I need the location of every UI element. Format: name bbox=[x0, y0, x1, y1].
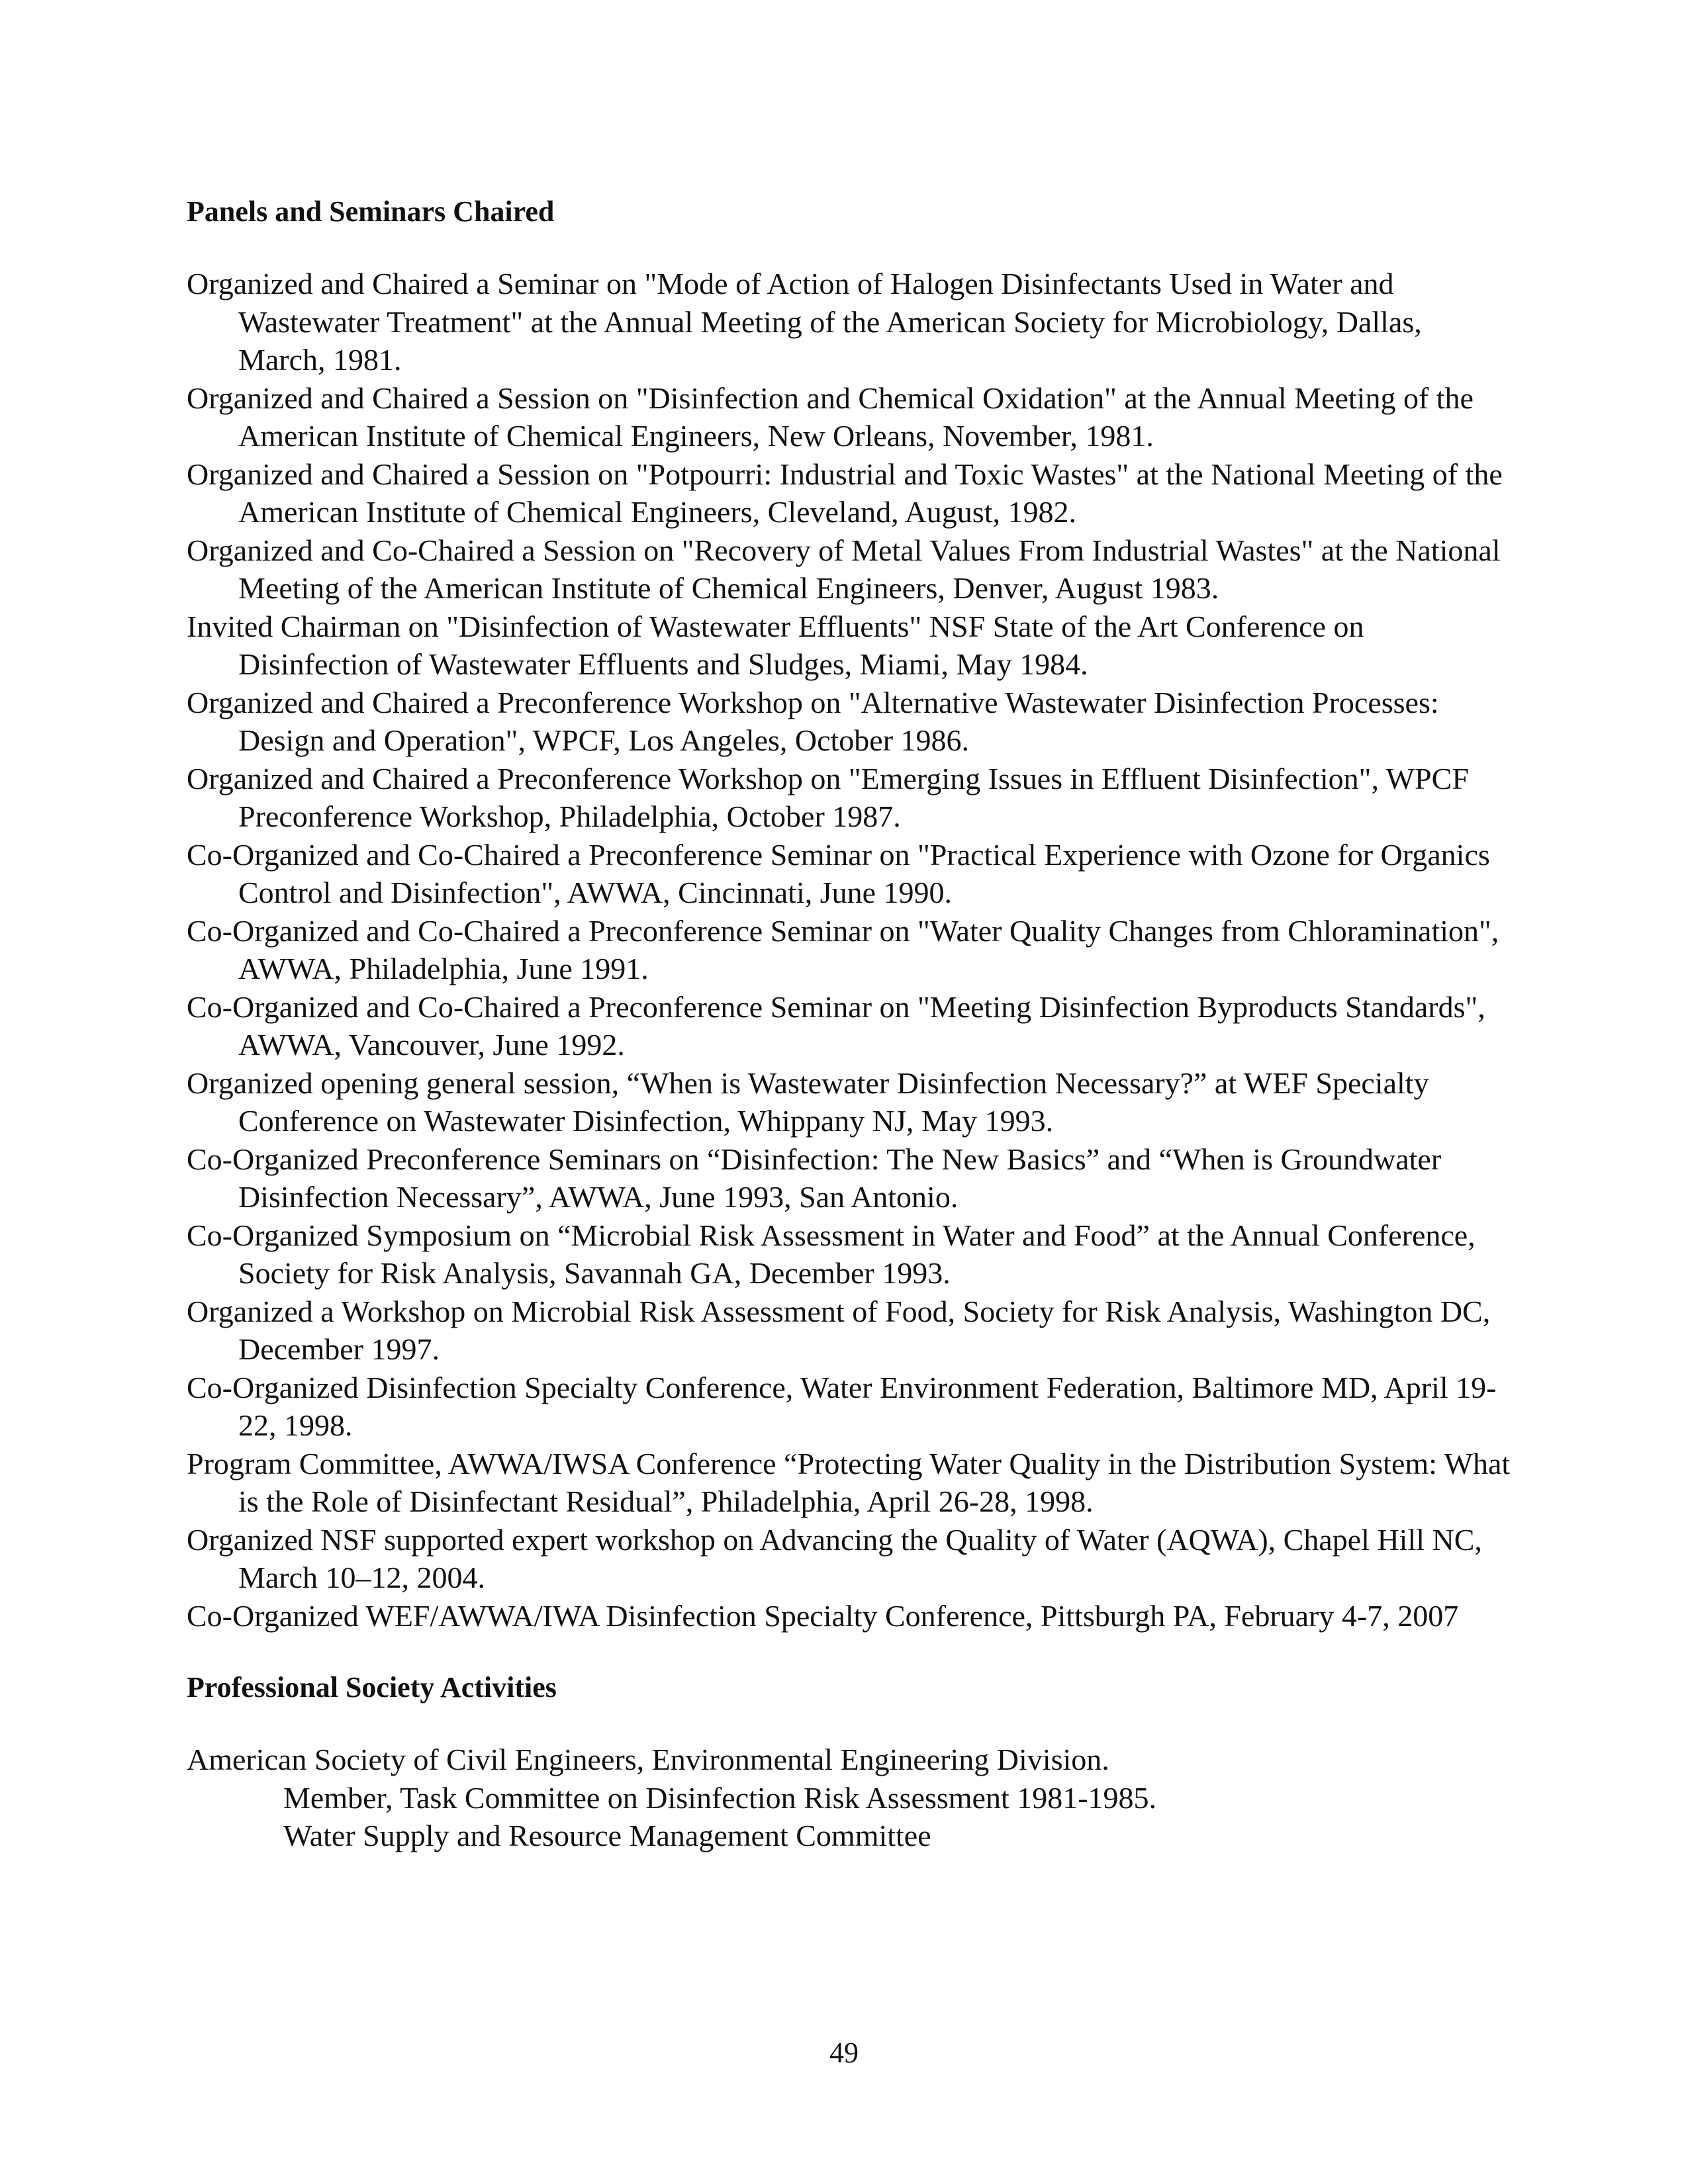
panel-entry: Co-Organized Preconference Seminars on “Disinfection: The New Basics” and “When is Groundwater Disinfection Necessary”, AWWA, June 1993, San Antonio. bbox=[187, 1142, 1442, 1214]
panel-entry: Organized and Chaired a Seminar on "Mode of Action of Halogen Disinfectants Used in Water and Wastewater Treatment" at the Annual Meeting of the American Society for Microbiology, Dallas, March, 1981. bbox=[187, 267, 1422, 377]
society-name: American Society of Civil Engineers, Environmental Engineering Division. bbox=[187, 1743, 1109, 1776]
society-block bbox=[187, 1741, 1511, 1855]
society-sub-item: Member, Task Committee on Disinfection Risk Assessment 1981-1985. bbox=[283, 1780, 1157, 1815]
panel-entry: Organized opening general session, “When is Wastewater Disinfection Necessary?” at WEF Specialty Conference on Wastewater Disinfection, Whippany NJ, May 1993. bbox=[187, 1066, 1429, 1138]
panel-entry: Co-Organized and Co-Chaired a Preconference Seminar on "Meeting Disinfection Byproducts Standards", AWWA, Vancouver, June 1992. bbox=[187, 989, 1485, 1062]
panel-entry: Organized and Chaired a Preconference Workshop on "Alternative Wastewater Disinfection Processes: Design and Operation", WPCF, Los Angeles, October 1986. bbox=[187, 685, 1439, 757]
panel-entry: Organized and Chaired a Session on "Potpourri: Industrial and Toxic Wastes" at the National Meeting of the American Institute of Chemical Engineers, Cleveland, August, 1982. bbox=[187, 457, 1503, 529]
panel-entry: Organized a Workshop on Microbial Risk Assessment of Food, Society for Risk Analysis, Washington DC, December 1997. bbox=[187, 1294, 1491, 1366]
panel-entry: Co-Organized and Co-Chaired a Preconference Seminar on "Water Quality Changes from Chloramination", AWWA, Philadelphia, June 1991. bbox=[187, 913, 1499, 985]
panels-list bbox=[187, 265, 1511, 1635]
society-sub-item: Water Supply and Resource Management Committee bbox=[283, 1819, 931, 1852]
panel-entry: Program Committee, AWWA/IWSA Conference “Protecting Water Quality in the Distribution System: What is the Role of Disinfectant Residual”, Philadelphia, April 26-28, 1998. bbox=[187, 1446, 1511, 1518]
panel-entry: Organized and Chaired a Preconference Workshop on "Emerging Issues in Effluent Disinfection", WPCF Preconference Workshop, Philadelphia, October 1987. bbox=[187, 761, 1469, 833]
panel-entry: Co-Organized WEF/AWWA/IWA Disinfection Specialty Conference, Pittsburgh PA, February 4-7, 2007 bbox=[187, 1598, 1459, 1633]
panel-entry: Co-Organized Disinfection Specialty Conference, Water Environment Federation, Baltimore MD, April 19-22, 1998. bbox=[187, 1370, 1497, 1442]
professional-heading: Professional Society Activities bbox=[187, 1671, 557, 1704]
panel-entry: Organized and Chaired a Session on "Disinfection and Chemical Oxidation" at the Annual Meeting of the American Institute of Chemical Engineers, New Orleans, November, 1981. bbox=[187, 381, 1474, 453]
panels-heading: Panels and Seminars Chaired bbox=[187, 195, 555, 228]
page-number: 49 bbox=[829, 2036, 859, 2069]
panel-entry: Co-Organized and Co-Chaired a Preconference Seminar on "Practical Experience with Ozone for Organics Control and Disinfection", AWWA, Cincinnati, June 1990. bbox=[187, 837, 1490, 909]
panel-entry: Organized and Co-Chaired a Session on "Recovery of Metal Values From Industrial Wastes" at the National Meeting of the American Institute of Chemical Engineers, Denver, August 1983. bbox=[187, 533, 1501, 605]
panel-entry: Co-Organized Symposium on “Microbial Risk Assessment in Water and Food” at the Annual Conference, Society for Risk Analysis, Savannah GA, December 1993. bbox=[187, 1218, 1476, 1290]
panel-entry: Organized NSF supported expert workshop on Advancing the Quality of Water (AQWA), Chapel Hill NC, March 10–12, 2004. bbox=[187, 1522, 1482, 1594]
panel-entry: Invited Chairman on "Disinfection of Wastewater Effluents" NSF State of the Art Conference on Disinfection of Wastewater Effluents and Sludges, Miami, May 1984. bbox=[187, 609, 1364, 681]
document-page bbox=[187, 193, 1511, 1855]
